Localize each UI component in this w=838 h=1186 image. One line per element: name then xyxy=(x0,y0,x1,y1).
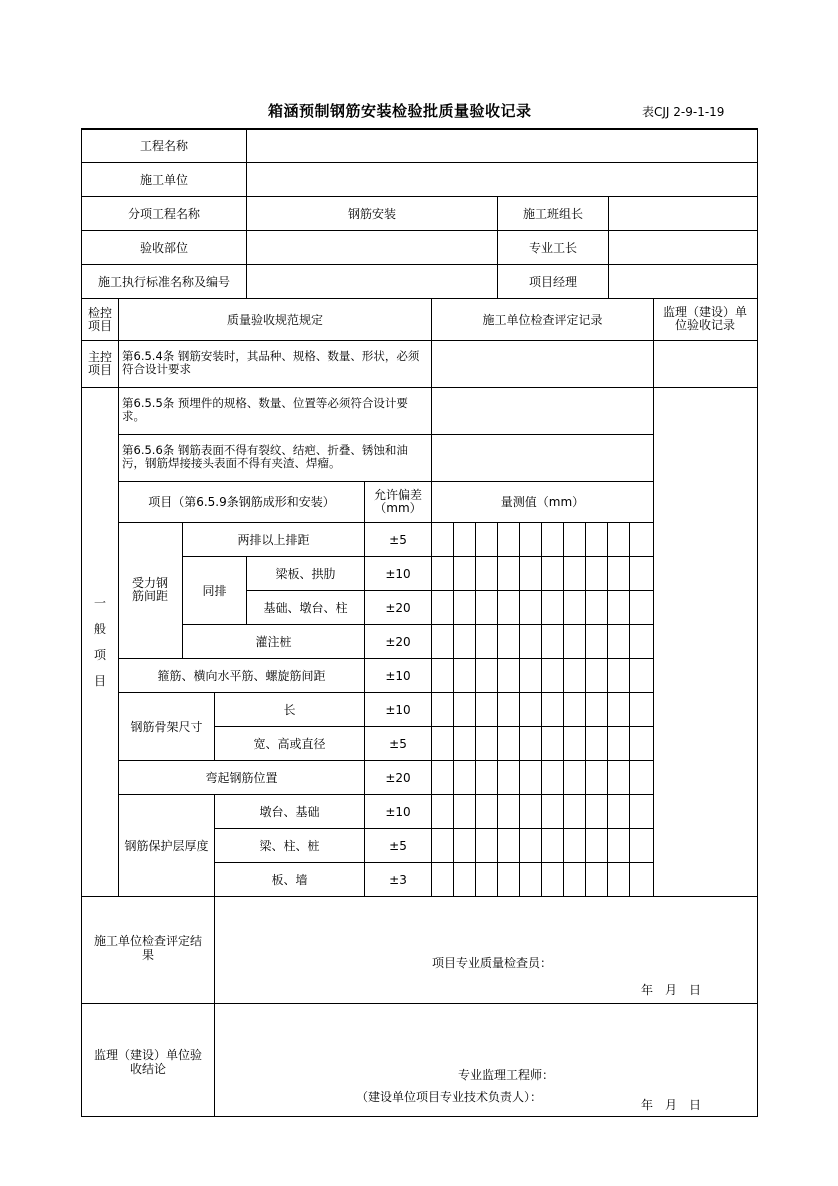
bent-bar-label: 弯起钢筋位置 xyxy=(205,770,278,785)
supervision-result-label: 监理（建设）单位验收结论 xyxy=(93,1048,202,1076)
team-leader-label: 施工班组长 xyxy=(522,206,583,221)
acceptance-part-field[interactable] xyxy=(247,231,497,264)
subproject-value: 钢筋安装 xyxy=(347,206,396,221)
two-rows-tolerance: ±5 xyxy=(389,532,407,547)
acceptance-part-label: 验收部位 xyxy=(139,240,188,255)
control-item-header: 检控项目 xyxy=(87,306,112,333)
slab-wall-label: 板、墙 xyxy=(271,872,308,887)
base-pier-label: 基础、墩台、柱 xyxy=(263,600,348,615)
quality-spec-header: 质量验收规范规定 xyxy=(226,312,323,327)
stirrup-tolerance: ±10 xyxy=(385,668,411,683)
clause-655: 第6.5.5条 预埋件的规格、数量、位置等必须符合设计要求。 xyxy=(122,396,408,423)
beam-arch-label: 梁板、拱肋 xyxy=(275,566,336,581)
supervising-engineer-label: 专业监理工程师： xyxy=(458,1068,555,1082)
pier-base-tolerance: ±10 xyxy=(385,804,411,819)
cover-label: 钢筋保护层厚度 xyxy=(124,838,209,853)
same-row-label: 同排 xyxy=(202,583,227,598)
length-tolerance: ±10 xyxy=(385,702,411,717)
quality-inspector-label: 项目专业质量检查员： xyxy=(432,956,553,970)
supervision-date: 年 月 日 xyxy=(641,1098,702,1112)
length-label: 长 xyxy=(283,702,296,717)
cage-label: 钢筋骨架尺寸 xyxy=(130,719,203,734)
pile-tolerance: ±20 xyxy=(385,634,411,649)
beam-arch-tolerance: ±10 xyxy=(385,566,411,581)
owner-representative-label: （建设单位项目专业技术负责人）： xyxy=(356,1090,543,1104)
construction-unit-label: 施工单位 xyxy=(139,172,188,187)
clause-654: 第6.5.4条 钢筋安装时，其品种、规格、数量、形状，必须符合设计要求 xyxy=(122,349,420,376)
width-height-label: 宽、高或直径 xyxy=(253,736,326,751)
two-rows-label: 两排以上排距 xyxy=(237,532,310,547)
general-items-label: 一 般 项 目 xyxy=(93,596,106,688)
foreman-field[interactable] xyxy=(609,231,757,264)
measured-header: 量测值（mm） xyxy=(500,495,585,509)
bent-bar-tolerance: ±20 xyxy=(385,770,411,785)
spacing-group-label: 受力钢筋间距 xyxy=(131,576,168,603)
slab-wall-tolerance: ±3 xyxy=(389,872,407,887)
supervisor-header: 监理（建设）单位验收记录 xyxy=(662,305,747,332)
beam-col-label: 梁、柱、桩 xyxy=(259,838,320,853)
main-control-label: 主控项目 xyxy=(87,350,112,377)
clause-656: 第6.5.6条 钢筋表面不得有裂纹、结疤、折叠、锈蚀和油污，钢筋焊接接头表面不得有夹渣、焊瘤。 xyxy=(122,443,408,470)
pier-base-label: 墩台、基础 xyxy=(259,804,320,819)
construction-result-label: 施工单位检查评定结果 xyxy=(93,934,202,962)
width-height-tolerance: ±5 xyxy=(389,736,407,751)
stirrup-label: 箍筋、横向水平筋、螺旋筋间距 xyxy=(157,668,326,683)
subproject-label: 分项工程名称 xyxy=(127,206,200,221)
project-manager-field[interactable] xyxy=(609,265,757,298)
construction-date: 年 月 日 xyxy=(641,983,702,997)
project-name-label: 工程名称 xyxy=(139,139,188,153)
team-leader-field[interactable] xyxy=(609,197,757,230)
pile-label: 灌注桩 xyxy=(255,634,292,649)
project-name-field[interactable] xyxy=(247,130,757,162)
project-manager-label: 项目经理 xyxy=(528,274,577,289)
form-code: 表CJJ 2-9-1-19 xyxy=(642,105,725,119)
unit-check-header: 施工单位检查评定记录 xyxy=(482,312,603,327)
form-title: 箱涵预制钢筋安装检验批质量验收记录 xyxy=(268,102,532,120)
base-pier-tolerance: ±20 xyxy=(385,600,411,615)
standard-field[interactable] xyxy=(247,265,497,298)
foreman-label: 专业工长 xyxy=(528,240,577,255)
tolerance-header: 允许偏差（mm） xyxy=(373,488,422,515)
construction-unit-field[interactable] xyxy=(247,163,757,196)
beam-col-tolerance: ±5 xyxy=(389,838,407,853)
standard-label: 施工执行标准名称及编号 xyxy=(97,274,230,289)
item-header: 项目（第6.5.9条钢筋成形和安装） xyxy=(148,495,335,509)
